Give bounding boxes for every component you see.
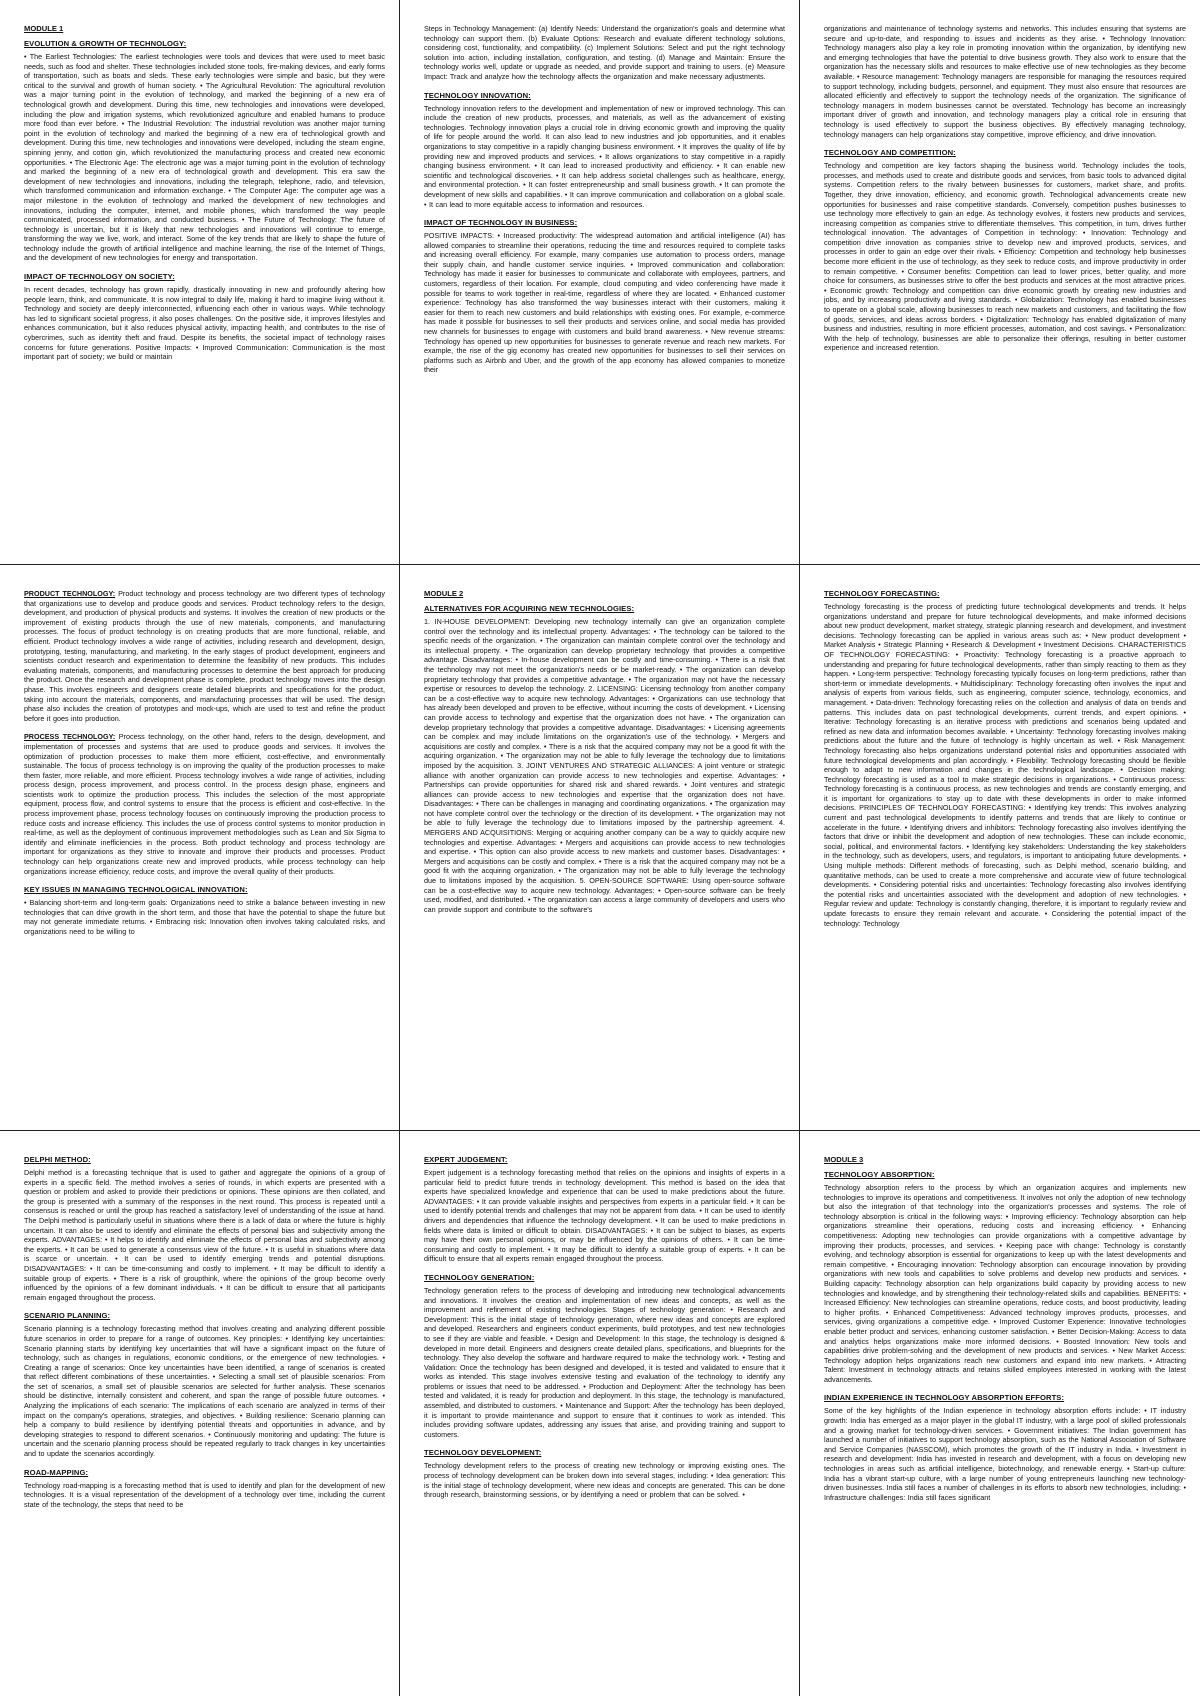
paragraph: Expert judgement is a technology forecasting method that relies on the opinions and insights of experts in a particular field to predict future trends in technology development. This method is based on the idea that experts have specialized knowledge and experience that can be used to make predictions about the future. ADVANTAGES: • It can provide valuable insights and perspectives from experts in a particular field. • It can be used to identify potential trends and challenges that may not be apparent from data. • It can be used to identify drivers and dependencies that influence the technology development. • It can be used to make predictions in fields where data is limited or difficult to obtain. DISADVANTAGES: • It can be subject to biases, as experts may have their own personal opinions, or may be influenced by the opinions of others. • It can be time-consuming and costly to implement. • It may be difficult to identify a suitable group of experts. • It can be difficult to ensure that all experts remain engaged throughout the process. xyxy=(424,1168,785,1264)
section-heading: IMPACT OF TECHNOLOGY IN BUSINESS: xyxy=(424,218,578,228)
paragraph: In recent decades, technology has grown rapidly, drastically innovating in new and profoundly altering how people learn, think, and communicate. It is now integral to daily life, making it hard to imagine living without it. Technology and society are deeply interconnected, influencing each other in various ways. While technology has led to significant societal progress, it also poses challenges. On the positive side, it improves lifestyles and enhances communication, but it also reduces physical activity, impacting health, and contributes to the rise of cybercrimes, such as identity theft and fraud. Despite its benefits, the societal impact of technology raises concerns for future generations. Positive Impacts: • Improved Communication: Communication is the most important part of society; we build or maintain xyxy=(24,285,385,362)
module-title: MODULE 2 xyxy=(424,589,464,598)
document-page xyxy=(0,1131,400,1696)
section-heading: EVOLUTION & GROWTH OF TECHNOLOGY: xyxy=(24,39,187,48)
paragraph: Steps in Technology Management: (a) Identify Needs: Understand the organization's goals and determine what technology can support them. (b) Evaluate Options: Research and evaluate different technology solutions, considering cost, functionality, and compatibility. (c) Implement Solutions: Select and put the right technology solution into action, including installation, configuration, and testing. (d) Manage and Maintain: Ensure the technology works well, update or upgrade as needed, and provide support and training to users. (e) Measure Impact: Track and analyze how the technology affects the organization and make necessary adjustments. xyxy=(424,24,785,81)
section-heading: DELPHI METHOD: xyxy=(24,1155,91,1164)
paragraph: • Balancing short-term and long-term goals: Organizations need to strike a balance between investing in new technologies that can drive growth in the short term, and those that have the potential to shape the future but may not generate immediate returns. • Embracing risk: Innovation often involves taking calculated risks, and organizations need to be willing to xyxy=(24,898,385,936)
document-page xyxy=(400,565,800,1131)
section-heading: TECHNOLOGY FORECASTING: xyxy=(824,589,940,598)
paragraph-text: Product technology and process technology are two different types of technology that organizations use to develop and produce goods and services. Product technology refers to the design, development, and production of physical products and systems. It involves the creation of new products or the improvement of existing products through the use of new materials, components, and manufacturing processes. The focus of product technology is on creating products that are more functional, reliable, and efficient. Product technology involves a wide range of activities, including research and development, design, prototyping, testing, manufacturing, and marketing. In the early stages of product development, engineers and scientists conduct research and experimentation to determine the feasibility of new products. This includes evaluating materials, components, and manufacturing processes to determine the best approach for producing the product. Once the research and development phase is complete, product technology moves into the design phase. This involves engineers and designers create detailed blueprints and specifications for the product, taking into account the materials, components, and manufacturing processes that will be used. The design phase also includes the creation of prototypes and mock-ups, which are used to test and refine the product before it goes into production. xyxy=(24,589,386,723)
module-title: MODULE 1 xyxy=(24,24,64,33)
module-title: MODULE 3 xyxy=(824,1155,864,1164)
paragraph xyxy=(24,589,385,723)
paragraph: Technology generation refers to the process of developing and introducing new technological advancements and innovations. It involves the creation and implementation of new ideas and concepts, as well as the improvement and refinement of existing technologies. Stages of technology generation: • Research and Development: This is the initial stage of technology generation, where new ideas and concepts are explored and developed. Researchers and engineers conduct experiments, build prototypes, and test new technologies to see if they are viable and feasible. • Design and Development: In this stage, the technology is designed & developed in more detail. Engineers and designers create detailed plans, specifications, and blueprints for the technology. They also develop the software and hardware required to make the technology work. • Testing and Validation: Once the technology has been designed and developed, it is tested and validated to ensure that it works as intended. This stage involves extensive testing and evaluation of the technology to identify any problems or issues that need to be addressed. • Production and Deployment: After the technology has been tested and validated, it is ready for production and deployment. In this stage, the technology is manufactured, assembled, and distributed to customers. • Maintenance and Support: After the technology has been deployed, it is important to provide maintenance and support to ensure that it continues to work as intended. This includes providing software updates, addressing any issues that arise, and providing training and support to customers. xyxy=(424,1285,785,1439)
paragraph: Technology innovation refers to the development and implementation of new or improved technology. This can include the creation of new products, processes, and materials, as well as the advancement of existing technologies. Technology innovation plays a crucial role in driving economic growth and improving the quality of life for people around the world. It can also lead to new industries and job opportunities, and it enables organizations to stay competitive in a rapidly changing business environment. • It improves the quality of life by providing new and improved products and services. • It allows organizations to stay competitive in a rapidly changing business environment. • It can lead to increased productivity and efficiency. • It can enable new scientific and technological discoveries. • It can help address societal challenges such as healthcare, energy, and environmental protection. • It can foster entrepreneurship and small business growth. • It can promote the development of new skills and capabilities. • It can improve communication and collaboration on a global scale. • It can lead to more equitable access to information and resources. xyxy=(424,103,785,209)
section-heading: TECHNOLOGY GENERATION: xyxy=(424,1272,535,1282)
paragraph xyxy=(24,732,385,876)
section-heading: IMPACT OF TECHNOLOGY ON SOCIETY: xyxy=(24,272,175,282)
paragraph: 1. IN-HOUSE DEVELOPMENT: Developing new technology internally can give an organization complete control over the technology and its intellectual property. Advantages: • The technology can be tailored to the specific needs of the organization. • The organization can maintain complete control over the technology and its intellectual property. • The organization can develop proprietary technology that provides a competitive advantage. Disadvantages: • In-house development can be costly and time-consuming. • There is a risk that the technology may not meet the organization's needs or be market-ready. • The organization can develop proprietary technology that provides a competitive advantage. • The organization may not have the necessary expertise or resources to develop the technology. 2. LICENSING: Licensing technology from another company can be a cost-effective way to acquire new technology. Advantages: • Organizations can use technology that has already been developed and proven to be effective, without incurring the costs of development. • Licensing can provide access to technology and expertise that the organization does not have. • The organization can develop proprietary technology that provides a competitive advantage. Disadvantages: • Licensing agreements can be complex and may include limitations on the organization's use of the technology. • Mergers and acquisitions are costly and complex. • There is a risk that the acquired company may not be a good fit with the acquiring organization. • The organization may not be able to fully leverage the technology due to limitations imposed by the acquisition. 3. JOINT VENTURES AND STRATEGIC ALLIANCES: A joint venture or strategic alliance with another organization can provide access to new technologies and expertise. Advantages: • Partnerships can provide opportunities for shared risk and shared rewards. • Joint ventures and strategic alliances can provide access to new technologies and expertise that the organization does not have. Disadvantages: • There can be challenges in managing and coordinating organizations. • The organization may not have complete control over the technology or the direction of its development. • The organization may not be able to fully leverage the technology due to limitations imposed by the partnership agreement. 4. MERGERS AND ACQUISITIONS: Merging or acquiring another company can be a way to quickly acquire new technologies and expertise. Advantages: • Mergers and acquisitions can provide access to new technologies and expertise. • This option can also provide access to new markets and customer bases. Disadvantages: • Mergers and acquisitions can be costly and complex. • There is a risk that the acquired company may not be a good fit with the acquiring organization. • The organization may not be able to fully leverage the technology due to limitations imposed by the acquisition. 5. OPEN-SOURCE SOFTWARE: Using open-source software can be a cost-effective way to acquire new technology. Advantages: • Open-source software can be freely used, modified, and distributed. • The organization can access a large community of developers and users who can provide support and contribute to the software's xyxy=(424,617,785,914)
section-heading: ALTERNATIVES FOR ACQUIRING NEW TECHNOLOGIES: xyxy=(424,604,635,613)
paragraph: Delphi method is a forecasting technique that is used to gather and aggregate the opinions of a group of experts in a specific field. The method involves a series of rounds, in which experts are presented with a question or problem and asked to provide their predictions or opinions. These opinions are then collated, and the group is presented with a summary of the responses in the next round. This process is repeated until a consensus is reached or until the group has reached a satisfactory level of understanding of the issue at hand. The Delphi method is particularly useful in situations where there is a lack of data or where the future is highly uncertain. It can also be used to identify and eliminate the effects of personal bias and subjectivity among the experts. ADVANTAGES: • It helps to identify and eliminate the effects of personal bias and subjectivity among the experts. • It can be used to generate a consensus view of the future. • It is useful in situations where data is scarce or uncertain. • It can be used to identify emerging trends and potential disruptions. DISADVANTAGES: • It can be time-consuming and costly to implement. • It may be difficult to identify a suitable group of experts. • There is a risk of groupthink, where the opinions of the group become overly influenced by the opinions of a few dominant individuals. • It can be difficult to ensure that all participants remain engaged throughout the process. xyxy=(24,1168,385,1302)
section-heading: INDIAN EXPERIENCE IN TECHNOLOGY ABSORPTION EFFORTS: xyxy=(824,1393,1065,1403)
document-page xyxy=(800,565,1200,1131)
section-heading: ROAD-MAPPING: xyxy=(24,1467,89,1477)
section-heading: TECHNOLOGY AND COMPETITION: xyxy=(824,148,956,158)
section-heading: EXPERT JUDGEMENT: xyxy=(424,1155,508,1164)
document-page xyxy=(0,0,400,565)
paragraph: Technology absorption refers to the process by which an organization acquires and implements new technologies to improve its operations and competitiveness. It involves not only the adoption of new technology but also the integration of that technology into the organization's processes and systems. The role of technology absorption is critical in the following ways: • Improving efficiency: Technology absorption can help organizations streamline their operations, reducing costs and increasing efficiency. • Enhancing competitiveness: Adopting new technologies can provide organizations with a competitive advantage by improving their products, processes, and services. • Keeping pace with change: Technology is constantly evolving, and technology absorption is essential for organizations to keep up with the latest developments and remain competitive. • Encouraging innovation: Technology absorption can encourage innovation by providing organizations with new tools and capabilities to solve problems and develop new products and services. • Building capacity: Technology absorption can help organizations build capacity by providing access to new technologies and knowledge, and by strengthening their technology-related skills and capabilities. BENEFITS: • Increased Efficiency: New technologies can streamline operations, reduce costs, and boost productivity, leading to higher profits. • Enhanced Competitiveness: Advanced technology improves products, processes, and services, giving organizations a competitive edge. • Improved Customer Experience: Innovative technologies enable better product and services, enhancing customer satisfaction. • Better Decision-Making: Access to data and analytics helps organizations make more informed decisions. • Boosted Innovation: New tools and capabilities drive problem-solving and the development of new products and services. • New Market Access: Technology adoption helps organizations reach new customers and expand into new markets. • Attracting Talent: Investment in technology attracts and retains skilled employees interested in working with the latest advancements. xyxy=(824,1183,1186,1384)
paragraph: Some of the key highlights of the Indian experience in technology absorption efforts include: • IT industry growth: India has emerged as a major player in the global IT industry, with a large pool of skilled professionals and a growing market for technology-driven services. • Government initiatives: The Indian government has launched a number of initiatives to support technology absorption, such as the National Association of Software and Service Companies (NASSCOM), which promotes the growth of the IT industry in India. • Investment in research and development: India has invested in research and development, with a focus on developing new technologies in areas such as artificial intelligence, biotechnology, and renewable energy. • Start-up culture: India has a vibrant start-up culture, with a large number of young entrepreneurs launching new technology-driven businesses. India still faces a number of challenges in its efforts to absorb new technologies, including: • Infrastructure challenges: India still faces significant xyxy=(824,1406,1186,1502)
paragraph: • The Earliest Technologies: The earliest technologies were tools and devices that were used to meet basic needs, such as food and shelter. These technologies included stone tools, fire-making devices, and early forms of transportation, such as boats and sleds. These early technologies were simple and basic, but they were critical to the survival and growth of human society. • The Agricultural Revolution: The agricultural revolution was a major turning point in the evolution of technology, and marked the beginning of a new era of technological growth and development. During this time, new technologies and innovations were developed, including the plow and irrigation systems, which revolutionized agriculture and enabled humans to produce more food than ever before. • The Industrial Revolution: The industrial revolution was another major turning point in the evolution of technology and marked the beginning of a new era of technological growth and development. During this time, new technologies and innovations were developed, including the steam engine, spinning jenny, and cotton gin, which revolutionized the manufacturing process and created new economic opportunities. • The Electronic Age: The electronic age was a major turning point in the evolution of technology and marked the beginning of a new era of technological growth and development. This era saw the development of new technologies and innovations, including the telegraph, telephone, radio, and television, which transformed communication and information exchange. • The Computer Age: The computer age was a major milestone in the evolution of technology and marked the development of new technologies and innovations, including the computer, internet, and mobile phones, which transformed the way people communicated, processed information, and conducted business. • The Future of Technology: The future of technology is uncertain, but it is likely that new technologies and innovations will continue to emerge, transforming the way we live, work, and interact. Some of the key trends that are likely to shape the future of technology include the growth of artificial intelligence and machine learning, the rise of the Internet of Things, and the development of new technologies for energy and transportation. xyxy=(24,52,385,263)
document-page xyxy=(800,0,1200,565)
paragraph: Scenario planning is a technology forecasting method that involves creating and analyzing different possible future scenarios in order to prepare for a range of outcomes. Key principles: • Identifying key uncertainties: Scenario planning starts by identifying key uncertainties that will have a significant impact on the future of technology, such as changes in regulations, economic conditions, or the emergence of new technologies. • Creating a range of scenarios: Once key uncertainties have been identified, a range of scenarios is created that reflect different combinations of these uncertainties. • Selecting a small set of plausible scenarios: From the set of scenarios, a small set of plausible scenarios are selected for further analysis. These scenarios should be distinctive, internally consistent and coherent, and span the range of possible future outcomes. • Analyzing the implications of each scenario: The implications of each scenario are analyzed in terms of their impact on the company's operations, strategies, and objectives. • Building resilience: Scenario planning can help a company to build resilience by identifying potential threats and opportunities in advance, and by developing strategies to respond to different scenarios. • Continuously monitoring and updating: The future is uncertain and the scenario planning process should be repeated regularly to track changes in key uncertainties and to update the scenarios accordingly. xyxy=(24,1324,385,1459)
paragraph-text: Process technology, on the other hand, refers to the design, development, and implementation of processes and systems that are used to produce goods and services. It involves the optimization of production processes to make them more efficient, cost-effective, and environmentally sustainable. The focus of process technology is on improving the quality of the production processes to make them faster, more reliable, and more efficient. Process technology involves a wide range of activities, including process design, process improvement, and process control. In the process design phase, engineers and scientists work to optimize the production process. This includes the selection of the most appropriate equipment, process flow, and control systems to ensure that the process is efficient and cost-effective. In the process improvement phase, process technology focuses on continuously improving the production process to reduce costs and increase efficiency. This includes the use of process control systems to monitor production in real-time, as well as the deployment of continuous improvement methodologies such as Lean and Six Sigma to identify and eliminate inefficiencies in the process. Both product technology and process technology are important for organizations as they strive to innovate and improve their products and processes. Product technology can help organizations create new and improved products, while process technology can help organizations increase efficiency, reduce costs, and improve the overall quality of their products. xyxy=(24,732,385,876)
section-heading: TECHNOLOGY INNOVATION: xyxy=(424,90,531,100)
document-page xyxy=(800,1131,1200,1696)
document-page xyxy=(0,565,400,1131)
paragraph: Technology road-mapping is a forecasting method that is used to identify and plan for the development of new technologies. It is a visual representation of the development of a technology over time, including the current state of the technology, the steps that need to be xyxy=(24,1480,385,1509)
paragraph: organizations and maintenance of technology systems and networks. This includes ensuring that systems are secure and up-to-date, and responding to issues and incidents as they arise. • Technology Innovation: Technology managers also play a key role in promoting innovation within the organization, by identifying new and emerging technologies that have the potential to drive business growth. They also work to ensure that the organization has the necessary skills and resources to make effective use of new technologies as they become available. • Resource management: Technology managers are responsible for managing the resources required to support technology, including budgets, personnel, and equipment. They must also ensure that resources are allocated efficiently and effectively to support the technology needs of the organization. The significance of technology managers in modern businesses cannot be overstated. Technology has become an increasingly important driver of growth and innovation, and technology managers play a critical role in ensuring that technology is used effectively to support the business objectives. By effectively managing technology, technology managers can help organizations stay competitive, improve efficiency, and drive innovation. xyxy=(824,24,1186,139)
paragraph: POSITIVE IMPACTS: • Increased productivity: The widespread automation and artificial intelligence (AI) has allowed companies to streamline their operations, reducing the time and resources required to complete tasks and increasing overall efficiency. For example, many companies use automation to process orders, manage their supply chain, and handle customer service inquiries. • Improved communication and collaboration: Technology has made it easier for businesses to communicate and collaborate with employees, partners, and customers, regardless of their location. For example, cloud computing and video conferencing have made it possible for teams to work together in real-time, regardless of where they are located. • Enhanced customer experience: Technology has also transformed the way businesses interact with their customers, making it easier for them to reach new customers and build relationships with existing ones. For example, e-commerce has made it possible for businesses to sell their products and services online, and social media has provided new channels for businesses to engage with customers and build brand awareness. • New revenue streams: Technology has opened up new opportunities for businesses to generate revenue and reach new markets. For example, the rise of the gig economy has created new opportunities for businesses to sell their services on platforms such as Airbnb and Uber, and the growth of the app economy has allowed companies to monetize their xyxy=(424,231,785,375)
document-page xyxy=(400,0,800,565)
section-heading: PRODUCT TECHNOLOGY: xyxy=(24,589,116,598)
paragraph: Technology development refers to the process of creating new technology or improving existing ones. The process of technology development can be broken down into several stages, including: • Idea generation: This is the initial stage of technology development, where new ideas and concepts are generated. This can be done through research, brainstorming sessions, or by identifying a need or problem that can be solved. • xyxy=(424,1461,785,1500)
section-heading: TECHNOLOGY DEVELOPMENT: xyxy=(424,1448,542,1458)
section-heading: SCENARIO PLANNING: xyxy=(24,1311,111,1321)
section-heading: KEY ISSUES IN MANAGING TECHNOLOGICAL INNOVATION: xyxy=(24,885,248,895)
section-heading: PROCESS TECHNOLOGY: xyxy=(24,732,116,742)
section-heading: TECHNOLOGY ABSORPTION: xyxy=(824,1170,935,1179)
paragraph: Technology and competition are key factors shaping the business world. Technology includes the tools, processes, and methods used to create and distribute goods and services, from basic tools to advanced digital systems. Competition refers to the rivalry between businesses for customers, market share, and profits. Together, they drive innovation, efficiency, and economic growth. Technological advancements create new opportunities for businesses and raise competitive standards. Conversely, competition pushes businesses to use technology more effectively to gain an edge. As technology evolves, it fosters new products and services, increasing competition as companies strive to differentiate themselves. This competition, in turn, drives further technological innovation. The advantages of Competition in technology: • Innovation: Technology and competition drive innovation as companies strive to develop new and improved products, services, and processes in order to gain an edge over their rivals. • Efficiency: Competition and technology help businesses become more efficient in the use of technology, as they seek to reduce costs, and improve productivity in order to remain competitive. • Consumer benefits: Competition can lead to lower prices, better quality, and more choice for consumers, as businesses strive to offer the best products and services at the most attractive prices. • Economic growth: Technology and competition can drive economic growth by creating new industries and jobs, and by increasing productivity and living standards. • Globalization: Technology has enabled businesses to operate on a global scale, allowing businesses to reach new markets and customers, and facilitating the flow of goods, services, and ideas across borders. • Digitalization: Technology has enabled digitalization of many business and industries, resulting in more efficient processes, automation, and cost savings. • Personalization: With the help of technology, businesses are able to personalize their offerings, resulting in better customer experience and increased retention. xyxy=(824,161,1186,353)
paragraph: Technology forecasting is the process of predicting future technological developments and trends. It helps organizations understand and prepare for future technological developments, and make informed decisions about new product development, market strategy, strategic planning research and development, and investment decisions. Technology forecasting can be applied in various areas such as: • New product development • Market Analysis • Strategic Planning • Research & Development • Investment Decisions. CHARACTERISTICS OF TECHNOLOGY FORECASTING: • Proactivity: Technology forecasting is a proactive approach to understanding and preparing for future technological developments, rather than simply reacting to them as they happen. • Long-term perspective: Technology forecasting typically focuses on long-term predictions, rather than short-term or immediate developments. • Multidisciplinary: Technology forecasting often involves the input and analysis of experts from various fields, such as engineering, computer science, technology, economics, and management. • Data-driven: Technology forecasting relies on the collection and analysis of data on trends and patterns. This includes data on past technological developments, current trends, and expert opinions. • Iterative: Technology forecasting is an iterative process with predictions and scenarios being updated and refined as new data and information becomes available. • Uncertainty: Technology forecasting involves making predictions about the future and the future of technology is highly uncertain as well. • Risk Management: Technology forecasting also helps organizations understand potential risks and opportunities associated with future technological developments and plan accordingly. • Flexibility: Technology forecasting should be flexible enough to adapt to new information and changes in the technological landscape. • Decision making: Technology forecasting is used as a tool to make strategic decisions in organizations. • Continuous process: Technology forecasting is a continuous process, as new technologies and trends are constantly emerging, and it is important for organizations to stay up to date with these developments in order to make informed decisions. PRINCIPLES OF TECHNOLOGY FORECASTING: • Identifying key trends: This involves analyzing current and past technological developments to identify patterns and trends that are likely to continue or accelerate in the future. • Identifying drivers and inhibitors: Technology forecasting also involves identifying the factors that drive or inhibit the development and adoption of new technologies. These can include economic, social, political, and environmental factors. • Identifying key stakeholders: Understanding the key stakeholders in the technology, such as developers, users, and regulators, is important to anticipating future developments. • Using multiple methods: Different methods of forecasting, such as Delphi method, scenario building, and quantitative methods, can be used to create a more comprehensive and accurate view of future technological developments. • Considering potential risks and uncertainties: Technology forecasting also involves identifying the potential risks and uncertainties associated with the development and adoption of new technologies. • Regular review and update: Technology is constantly changing, therefore, it is important to regularly review and update forecasts to ensure they remain relevant and accurate. • Considering the potential impact of the technology: Technology xyxy=(824,602,1186,928)
document-page xyxy=(400,1131,800,1696)
